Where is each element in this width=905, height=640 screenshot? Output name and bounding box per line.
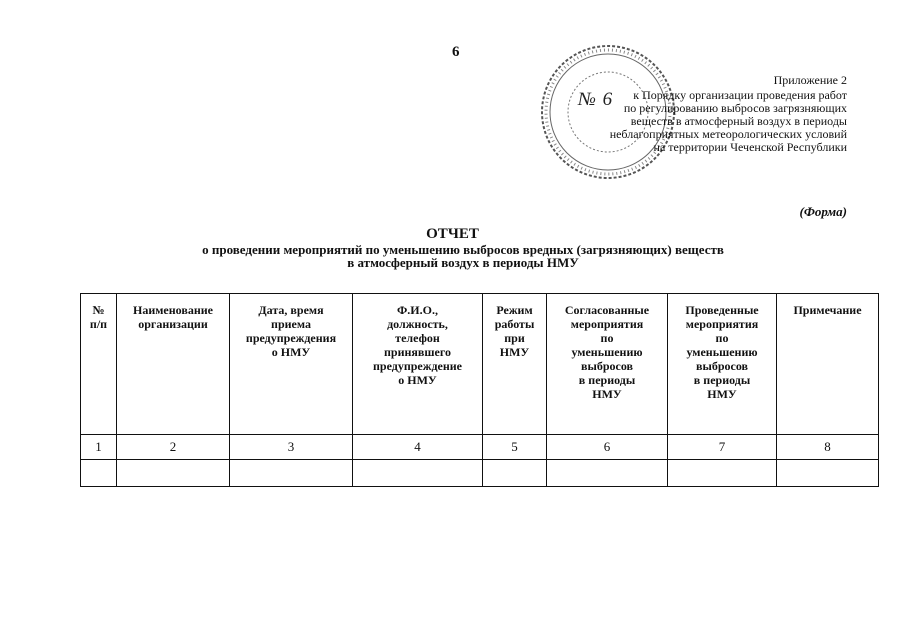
appendix-line: на территории Чеченской Республики bbox=[653, 140, 847, 154]
column-number-cell: 7 bbox=[668, 435, 777, 460]
page-number: 6 bbox=[452, 44, 460, 60]
column-number-cell: 4 bbox=[353, 435, 483, 460]
report-subtitle bbox=[130, 243, 796, 269]
header-cell-warning-date: Дата, время приема предупреждения о НМУ bbox=[230, 294, 353, 435]
empty-cell bbox=[777, 460, 879, 487]
header-cell-recipient: Ф.И.О., должность, телефон принявшего предупреждение о НМУ bbox=[353, 294, 483, 435]
report-subtitle-line: о проведении мероприятий по уменьшению выбросов вредных (загрязняющих) веществ bbox=[202, 242, 724, 257]
table-row bbox=[81, 460, 879, 487]
empty-cell bbox=[117, 460, 230, 487]
header-cell-note: Примечание bbox=[777, 294, 879, 435]
column-number-row bbox=[81, 435, 879, 460]
header-cell-performed-measures: Проведенные мероприятия по уменьшению выбросов в периоды НМУ bbox=[668, 294, 777, 435]
header-cell-number: № п/п bbox=[81, 294, 117, 435]
empty-cell bbox=[81, 460, 117, 487]
header-cell-organization: Наименование организации bbox=[117, 294, 230, 435]
column-number-cell: 3 bbox=[230, 435, 353, 460]
header-cell-agreed-measures: Согласованные мероприятия по уменьшению выбросов в периоды НМУ bbox=[547, 294, 668, 435]
appendix-line: к Порядку организации проведения работ bbox=[633, 88, 847, 102]
empty-cell bbox=[668, 460, 777, 487]
table-header-row bbox=[81, 294, 879, 435]
report-title: ОТЧЕТ bbox=[426, 226, 479, 242]
column-number-cell: 2 bbox=[117, 435, 230, 460]
appendix-line: веществ в атмосферный воздух в периоды bbox=[630, 114, 847, 128]
appendix-title: Приложение 2 bbox=[773, 73, 847, 87]
report-table bbox=[80, 293, 879, 487]
column-number-cell: 5 bbox=[483, 435, 547, 460]
appendix-line: неблагоприятных метеорологических условий bbox=[609, 127, 847, 141]
report-subtitle-line: в атмосферный воздух в периоды НМУ bbox=[347, 255, 579, 270]
empty-cell bbox=[483, 460, 547, 487]
header-cell-mode: Режим работы при НМУ bbox=[483, 294, 547, 435]
column-number-cell: 8 bbox=[777, 435, 879, 460]
empty-cell bbox=[230, 460, 353, 487]
column-number-cell: 1 bbox=[81, 435, 117, 460]
empty-cell bbox=[353, 460, 483, 487]
empty-cell bbox=[547, 460, 668, 487]
column-number-cell: 6 bbox=[547, 435, 668, 460]
stamp-registration-number: № 6 bbox=[578, 89, 614, 110]
appendix-line: по регулированию выбросов загрязняющих bbox=[623, 101, 847, 115]
appendix-block bbox=[547, 74, 847, 154]
form-label: (Форма) bbox=[799, 204, 847, 219]
